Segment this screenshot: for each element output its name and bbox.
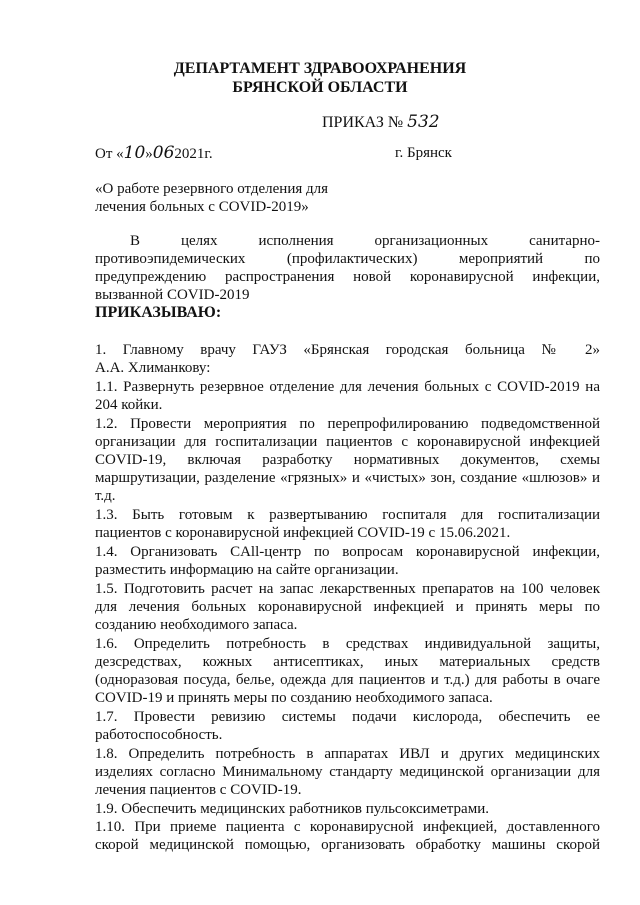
order-directive: ПРИКАЗЫВАЮ: [95,304,222,321]
order-label [322,112,440,132]
word: целях [180,233,218,249]
date-month-handwritten: 06 [152,143,175,163]
body-line: 1.9. Обеспечить медицинских работников пульсоксиметрами. [95,801,489,817]
body-line: 1.2. Провести мероприятия по перепрофилированию подведомственной [95,416,600,432]
body-line: маршрутизации, разделение «грязных» и «чистых» зон, создание «шлюзов» и [95,470,600,486]
body-line: скорой медицинской помощью, организовать обработку машины скорой [95,837,600,853]
title-line2: лечения больных с COVID-2019» [95,199,309,215]
word: организационных [374,233,489,249]
body-line: 1.5. Подготовить расчет на запас лекарственных препаратов на 100 человек [95,581,600,597]
word: В [130,233,141,249]
body-line: 1.7. Провести ревизию системы подачи кислорода, обеспечить ее [95,709,600,725]
date-line [95,143,213,163]
body-line: дезсредствах, кожных антисептиках, иных материальных средств [95,654,600,670]
body-line: пациентов с коронавирусной инфекцией COVID-19 с 15.06.2021. [95,525,511,541]
date-day-handwritten: 10 [123,143,146,163]
preamble-line1 [130,233,600,250]
body-line: для лечения больных коронавирусной инфекцией и принять меры по [95,599,600,615]
body-line: COVID-19, включая разработку нормативных документов, схемы [95,452,600,468]
word: мероприятий [458,251,544,267]
body-line: (одноразовая посуда, белье, одежда для пациентов и т.д.) для работы в очаге [95,672,600,688]
body-line: лечения пациентов с COVID-19. [95,782,302,798]
body-line: т.д. [95,488,116,504]
date-quote: » [145,146,153,162]
body-line: 1.6. Определить потребность в средствах индивидуальной защиты, [95,636,600,652]
body-line: 1.10. При приеме пациента с коронавирусной инфекцией, доставленного [95,819,600,835]
body-line: работоспособность. [95,727,223,743]
body-line: изделиях согласно Минимальному стандарту медицинской организации для [95,764,600,780]
body-line: организации для госпитализации пациентов с коронавирусной инфекцией [95,434,600,450]
date-prefix: От « [95,146,124,162]
body-line: 1.3. Быть готовым к развертыванию госпиталя для госпитализации [95,507,600,523]
word: по [584,251,600,267]
department-name-line1: ДЕПАРТАМЕНТ ЗДРАВООХРАНЕНИЯ [173,60,467,77]
order-number-handwritten: 532 [407,112,440,132]
order-label-text: ПРИКАЗ № [322,114,404,131]
body-line: созданию необходимого запаса. [95,617,298,633]
body-line: 1.1. Развернуть резервное отделение для лечения больных с COVID-2019 на [95,379,600,395]
body-line: разместить информацию на сайте организации. [95,562,399,578]
body-line: 1.8. Определить потребность в аппаратах ИВЛ и других медицинских [95,746,600,762]
body-line: 1.4. Организовать CAll-центр по вопросам коронавирусной инфекции, [95,544,600,560]
body-line: COVID-19 и принять меры по созданию необходимого запаса. [95,690,493,706]
word: санитарно- [529,233,601,249]
body-line: А.А. Хлиманкову: [95,360,211,376]
city: г. Брянск [395,145,452,161]
date-year: 2021г. [174,146,213,162]
preamble-line3: предупреждению распространения новой коронавирусной инфекции, [95,269,600,285]
body-line: 204 койки. [95,397,163,413]
word: (профилактических) [286,251,418,267]
body-line: 1. Главному врачу ГАУЗ «Брянская городская больница № 2» [95,342,600,358]
title-line1: «О работе резервного отделения для [95,181,329,197]
department-name-line2: БРЯНСКОЙ ОБЛАСТИ [232,79,408,96]
word: исполнения [258,233,334,249]
word: противоэпидемических [95,251,246,267]
preamble-line2 [95,251,600,268]
preamble-line4: вызванной COVID-2019 [95,287,250,303]
